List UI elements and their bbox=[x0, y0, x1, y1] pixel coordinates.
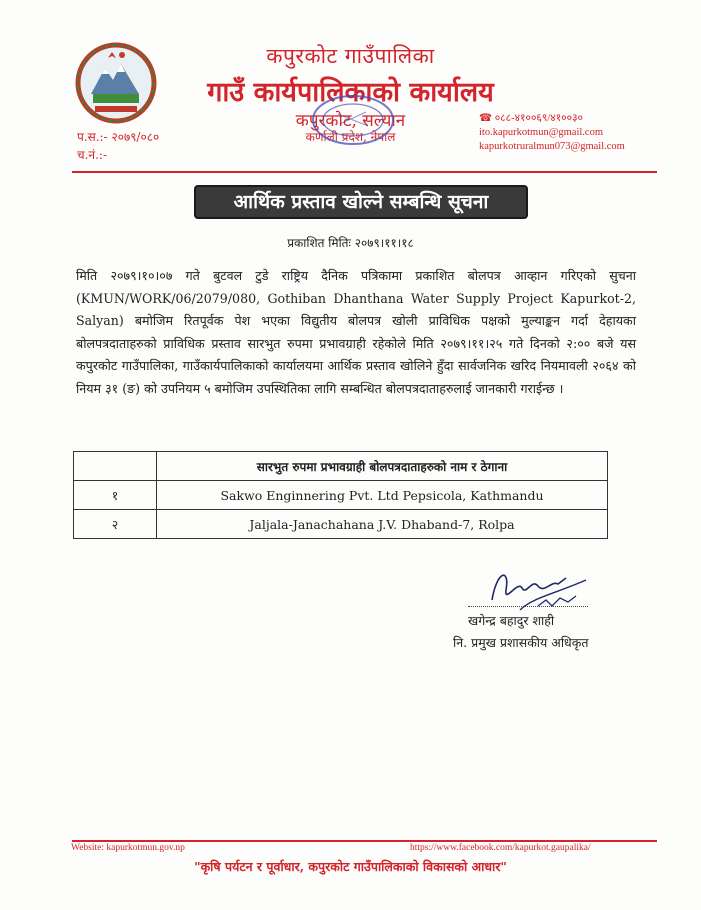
table-row bbox=[74, 481, 608, 510]
row-bidder-name: Jaljala-Janachahana J.V. Dhaband-7, Rolpa bbox=[157, 510, 608, 539]
notice-title: आर्थिक प्रस्ताव खोल्ने सम्बन्धि सूचना bbox=[196, 187, 526, 217]
footer-motto: "कृषि पर्यटन र पूर्वाधार, कपुरकोट गाउँपालिकाको विकासको आधार" bbox=[194, 859, 507, 874]
dispatch-number: च.नं.:- bbox=[77, 148, 108, 162]
office-stamp-icon bbox=[308, 92, 398, 148]
reference-block bbox=[77, 128, 159, 164]
email-primary[interactable]: ito.kapurkotmun@gmail.com bbox=[479, 127, 603, 138]
table-header-row bbox=[74, 452, 608, 481]
notice-body: मिति २०७९।१०।०७ गते बुटवल टुडे राष्ट्रिय दैनिक पत्रिकामा प्रकाशित बोलपत्र आव्हान गरिएको सुचना (KMUN/WORK/06/2079/080, Gothiban Dhanthana Water Supply Project Kapurkot-2, Salyan) बमोजिम रितपूर्वक पेश भएका विद्युतीय बोलपत्र खोली प्राविधिक पक्षको मुल्याङ्कन गर्दा देहायका बोलपत्रदाताहरुको प्राविधिक प्रस्ताव सारभुत रुपमा प्रभावग्राही रहेकोले मिति २०७९।११।२५ गते दिनको २:०० बजे यस कपुरकोट गाउँपालिका, गाउँकार्यपालिकाको कार्यालयमा आर्थिक प्रस्ताव खोलिने हुँदा सार्वजनिक खरिद नियमावली २०६४ को नियम ३१ (ङ) को उपनियम ५ बमोजिम उपस्थितिका लागि सम्बन्धित बोलपत्रदाताहरुलाई जानकारी गराईन्छ । bbox=[76, 268, 636, 396]
footer-divider bbox=[72, 840, 657, 842]
row-serial: १ bbox=[74, 481, 157, 510]
handwritten-signature-icon bbox=[462, 560, 602, 620]
office-address: कपुरकोट, सल्यान bbox=[295, 111, 406, 131]
table-header-bidders: सारभुत रुपमा प्रभावग्राही बोलपत्रदाताहरुको नाम र ठेगाना bbox=[157, 452, 608, 481]
signatory-title: नि. प्रमुख प्रशासकीय अधिकृत bbox=[453, 635, 589, 650]
published-date: प्रकाशित मितिः २०७९।११।१८ bbox=[287, 236, 414, 250]
table-header-serial bbox=[74, 452, 157, 481]
bidders-table bbox=[73, 451, 608, 539]
contact-block bbox=[479, 112, 625, 154]
province-address: कर्णाली प्रदेश, नेपाल bbox=[305, 130, 396, 144]
municipality-name: कपुरकोट गाउँपालिका bbox=[266, 44, 435, 68]
reference-number: प.स.:- २०७९/०८० bbox=[77, 130, 160, 144]
header-divider bbox=[72, 171, 657, 173]
email-secondary[interactable]: kapurkotruralmun073@gmail.com bbox=[479, 141, 625, 152]
signature-line bbox=[468, 606, 588, 607]
phone-numbers: ☎ ०८८-४१००६९/४१००३० bbox=[479, 113, 584, 124]
table-row bbox=[74, 510, 608, 539]
row-serial: २ bbox=[74, 510, 157, 539]
row-bidder-name: Sakwo Enginnering Pvt. Ltd Pepsicola, Kathmandu bbox=[157, 481, 608, 510]
footer-facebook-link[interactable]: https://www.facebook.com/kapurkot.gaupalika/ bbox=[410, 843, 591, 853]
signatory-name: खगेन्द्र बहादुर शाही bbox=[468, 613, 555, 628]
office-name: गाउँ कार्यपालिकाको कार्यालय bbox=[207, 77, 494, 108]
footer-website-link[interactable]: Website: kapurkotmun.gov.np bbox=[71, 843, 185, 853]
